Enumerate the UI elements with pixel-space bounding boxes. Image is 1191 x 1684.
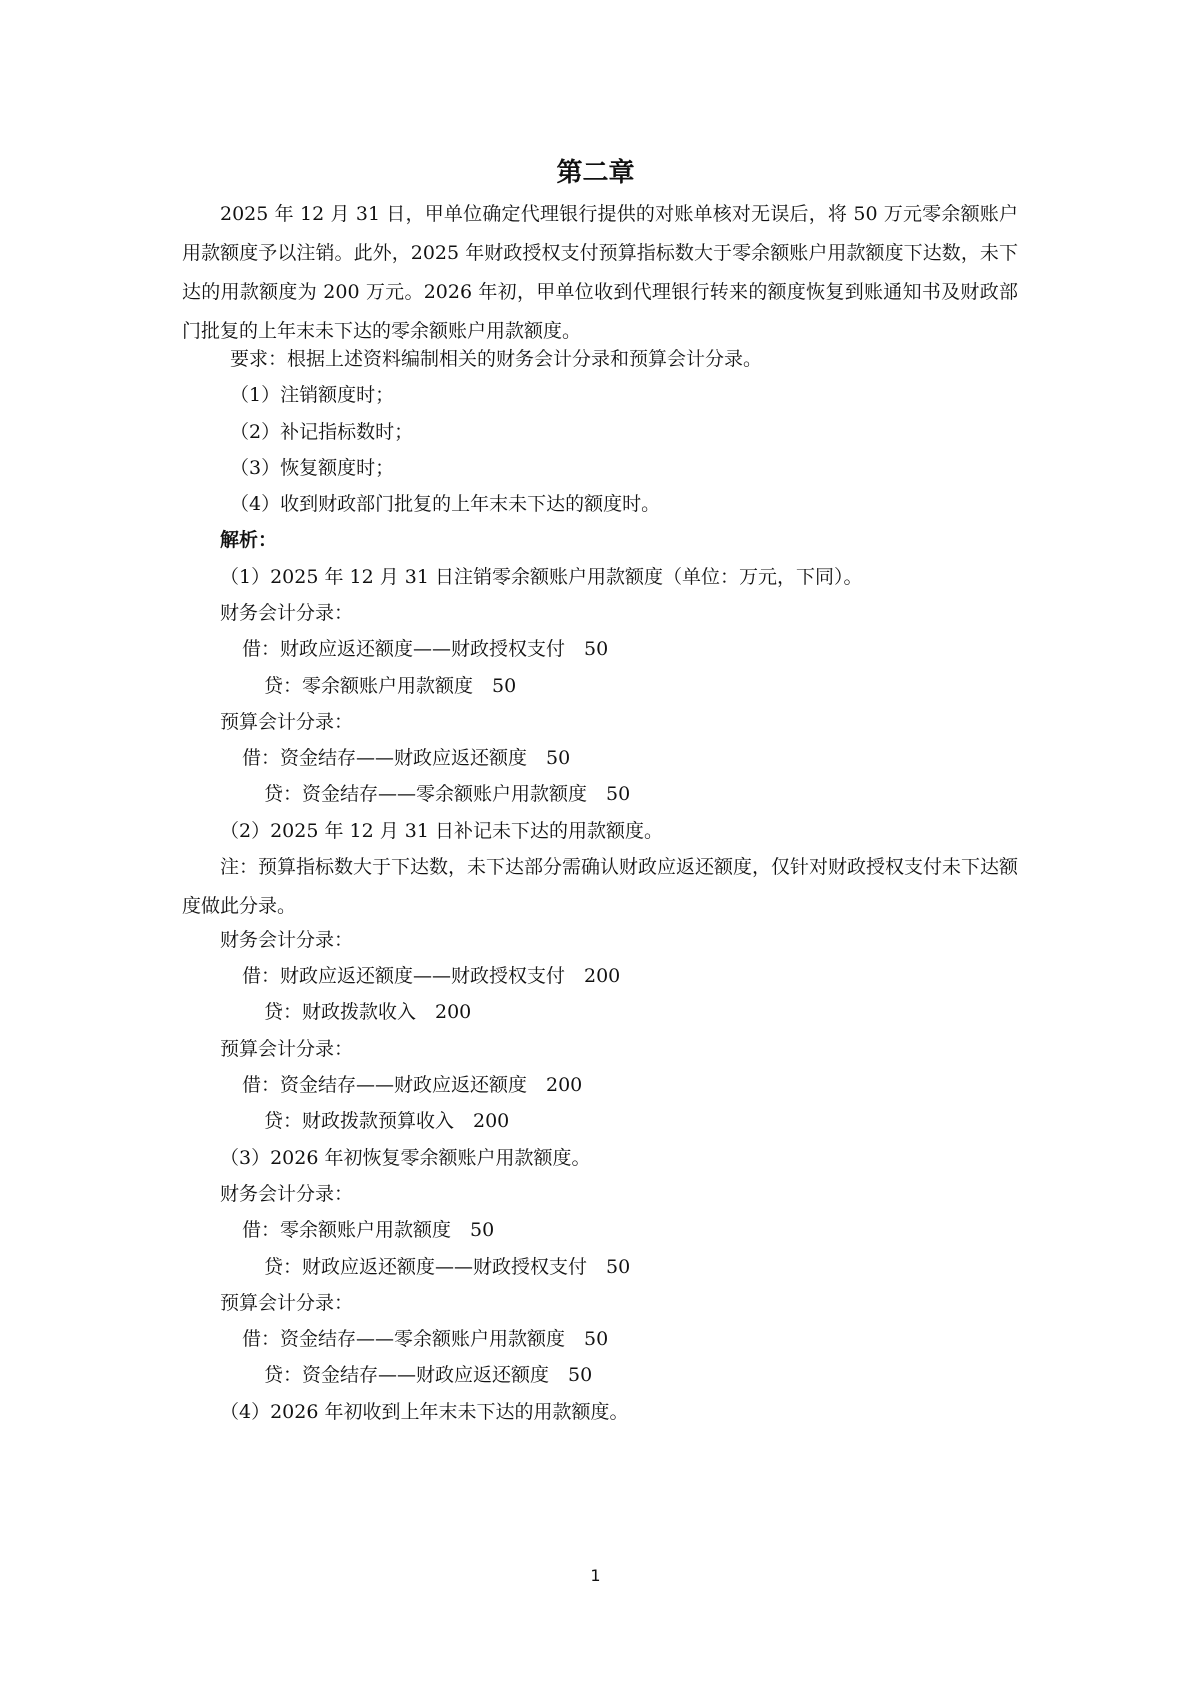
intro-paragraph: 2025 年 12 月 31 日，甲单位确定代理银行提供的对账单核对无误后，将 50 万元零余额账户用款额度予以注销。此外，2025 年财政授权支付预算指标数大于零余额账户用款额度下达数，未下达的用款额度为 200 万元。2026 年初，甲单位收到代理银行转来的额度恢复到账通知书及财政部门批复的上年末未下达的零余额账户用款额度。 (182, 203, 1018, 342)
section-2-bud-debit: 借：资金结存——财政应返还额度 200 (242, 1074, 583, 1096)
section-3-fin-credit: 贷：财政应返还额度——财政授权支付 50 (264, 1256, 631, 1278)
section-3-bud-label: 预算会计分录： (220, 1292, 354, 1314)
section-2-bud-credit: 贷：财政拨款预算收入 200 (264, 1110, 510, 1132)
section-3-fin-debit: 借：零余额账户用款额度 50 (242, 1219, 495, 1241)
section-3-heading: （3）2026 年初恢复零余额账户用款额度。 (220, 1147, 591, 1169)
question-4: （4）收到财政部门批复的上年末未下达的额度时。 (230, 493, 661, 515)
section-2-fin-debit: 借：财政应返还额度——财政授权支付 200 (242, 965, 621, 987)
section-2-fin-credit: 贷：财政拨款收入 200 (264, 1001, 472, 1023)
section-1-bud-label: 预算会计分录： (220, 711, 354, 733)
section-4-heading: （4）2026 年初收到上年末未下达的用款额度。 (220, 1401, 629, 1423)
page-number: 1 (590, 1566, 601, 1585)
question-2: （2）补记指标数时； (230, 421, 414, 443)
section-2-heading: （2）2025 年 12 月 31 日补记未下达的用款额度。 (220, 820, 663, 842)
analysis-label: 解析： (220, 529, 278, 551)
section-1-fin-debit: 借：财政应返还额度——财政授权支付 50 (242, 638, 609, 660)
chapter-title: 第二章 (556, 158, 635, 188)
section-2-bud-label: 预算会计分录： (220, 1038, 354, 1060)
requirement-text: 要求：根据上述资料编制相关的财务会计分录和预算会计分录。 (230, 348, 763, 370)
section-1-heading: （1）2025 年 12 月 31 日注销零余额账户用款额度（单位：万元，下同）。 (220, 566, 863, 588)
section-1-fin-label: 财务会计分录： (220, 602, 354, 624)
section-3-bud-debit: 借：资金结存——零余额账户用款额度 50 (242, 1328, 609, 1350)
question-1: （1）注销额度时； (230, 384, 395, 406)
section-1-bud-credit: 贷：资金结存——零余额账户用款额度 50 (264, 783, 631, 805)
section-2-note: 注：预算指标数大于下达数，未下达部分需确认财政应返还额度，仅针对财政授权支付未下达额度做此分录。 (182, 856, 1019, 917)
section-1-fin-credit: 贷：零余额账户用款额度 50 (264, 675, 517, 697)
section-3-bud-credit: 贷：资金结存——财政应返还额度 50 (264, 1364, 593, 1386)
section-2-fin-label: 财务会计分录： (220, 929, 354, 951)
question-3: （3）恢复额度时； (230, 457, 395, 479)
section-1-bud-debit: 借：资金结存——财政应返还额度 50 (242, 747, 571, 769)
section-3-fin-label: 财务会计分录： (220, 1183, 354, 1205)
